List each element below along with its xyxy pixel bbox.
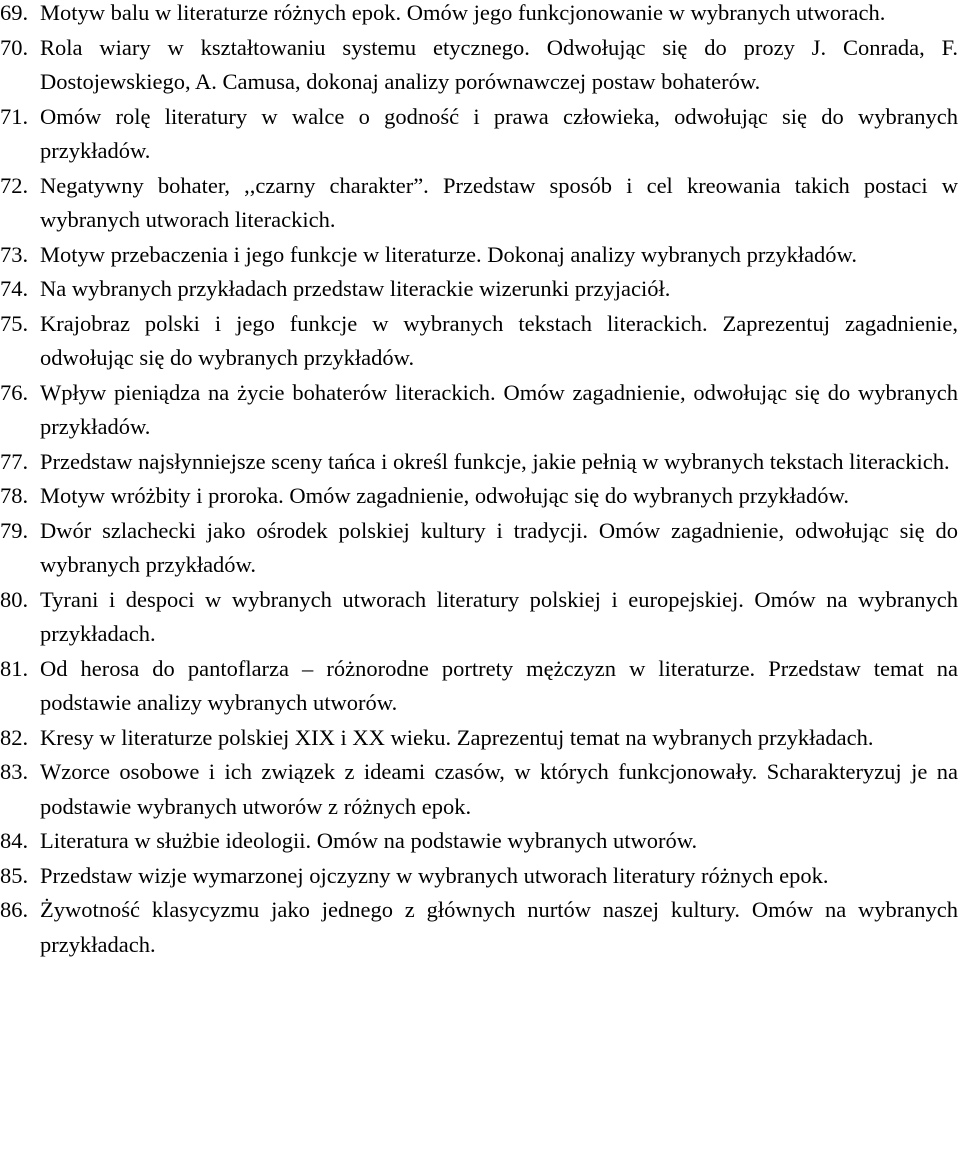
topic-text: Przedstaw wizje wymarzonej ojczyzny w wybranych utworach literatury różnych epok. [40,862,829,888]
topic-number: 81. [0,655,29,681]
topic-number: 78. [0,483,29,508]
topic-item-85 [0,859,958,894]
topic-number: 76. [0,379,29,405]
topic-text: Żywotność klasycyzmu jako jednego z głównych nurtów naszej kultury. Omów na wybranych przykładach. [40,897,958,957]
topic-text: Omów rolę literatury w walce o godność i prawa człowieka, odwołując się do wybranych przykładów. [40,103,958,163]
topic-item-70 [0,31,958,100]
topic-item-75 [0,307,958,376]
topic-text: Rola wiary w kształtowaniu systemu etycznego. Odwołując się do prozy J. Conrada, F. Dostojewskiego, A. Camusa, dokonaj analizy porównawczej postaw bohaterów. [40,34,958,94]
topic-number: 80. [0,586,29,612]
topic-item-77 [0,445,958,480]
topic-item-69 [0,0,958,31]
topic-text: Na wybranych przykładach przedstaw literackie wizerunki przyjaciół. [40,276,671,301]
topic-text: Literatura w służbie ideologii. Omów na podstawie wybranych utworów. [40,828,698,853]
topic-text: Tyrani i despoci w wybranych utworach literatury polskiej i europejskiej. Omów na wybranych przykładach. [40,586,958,646]
topic-number: 75. [0,310,29,336]
topic-item-79 [0,514,958,583]
topic-text: Od herosa do pantoflarza – różnorodne portrety mężczyzn w literaturze. Przedstaw temat na podstawie analizy wybranych utworów. [40,655,958,715]
topic-number: 84. [0,828,29,853]
topic-text: Wzorce osobowe i ich związek z ideami czasów, w których funkcjonowały. Scharakteryzuj je na podstawie wybranych utworów z różnych epok. [40,759,958,819]
topic-text: Wpływ pieniądza na życie bohaterów literackich. Omów zagadnienie, odwołując się do wybranych przykładów. [40,379,958,439]
topic-number: 82. [0,724,29,750]
topic-number: 79. [0,517,29,543]
topic-item-83 [0,755,958,824]
topic-text: Motyw przebaczenia i jego funkcje w literaturze. Dokonaj analizy wybranych przykładów. [40,241,857,267]
topic-number: 74. [0,276,29,301]
topic-text: Motyw wróżbity i proroka. Omów zagadnienie, odwołując się do wybranych przykładów. [40,483,849,508]
topic-item-76 [0,376,958,445]
topic-number: 69. [0,0,29,25]
topic-number: 70. [0,34,29,60]
topic-item-82 [0,721,958,756]
topic-text: Motyw balu w literaturze różnych epok. Omów jego funkcjonowanie w wybranych utworach. [40,0,886,25]
topic-item-81 [0,652,958,721]
topic-text: Dwór szlachecki jako ośrodek polskiej kultury i tradycji. Omów zagadnienie, odwołując się do wybranych przykładów. [40,517,958,577]
topic-text: Krajobraz polski i jego funkcje w wybranych tekstach literackich. Zaprezentuj zagadnienie, odwołując się do wybranych przykładów. [40,310,958,370]
topic-text: Przedstaw najsłynniejsze sceny tańca i określ funkcje, jakie pełnią w wybranych tekstach literackich. [40,448,950,474]
topic-number: 85. [0,862,29,888]
topic-text: Kresy w literaturze polskiej XIX i XX wieku. Zaprezentuj temat na wybranych przykładach. [40,724,874,750]
topic-item-84 [0,824,958,859]
topic-number: 73. [0,241,29,267]
topic-number: 71. [0,103,29,129]
topic-item-80 [0,583,958,652]
topic-item-78 [0,479,958,514]
topic-number: 86. [0,897,29,922]
topic-item-86 [0,893,958,962]
topic-number: 72. [0,172,29,198]
topic-number: 77. [0,448,29,474]
topic-text: Negatywny bohater, ,,czarny charakter”. Przedstaw sposób i cel kreowania takich postaci w wybranych utworach literackich. [40,172,958,232]
topic-number: 83. [0,759,29,784]
topic-item-71 [0,100,958,169]
topic-item-72 [0,169,958,238]
topic-item-74 [0,272,958,307]
topic-item-73 [0,238,958,273]
